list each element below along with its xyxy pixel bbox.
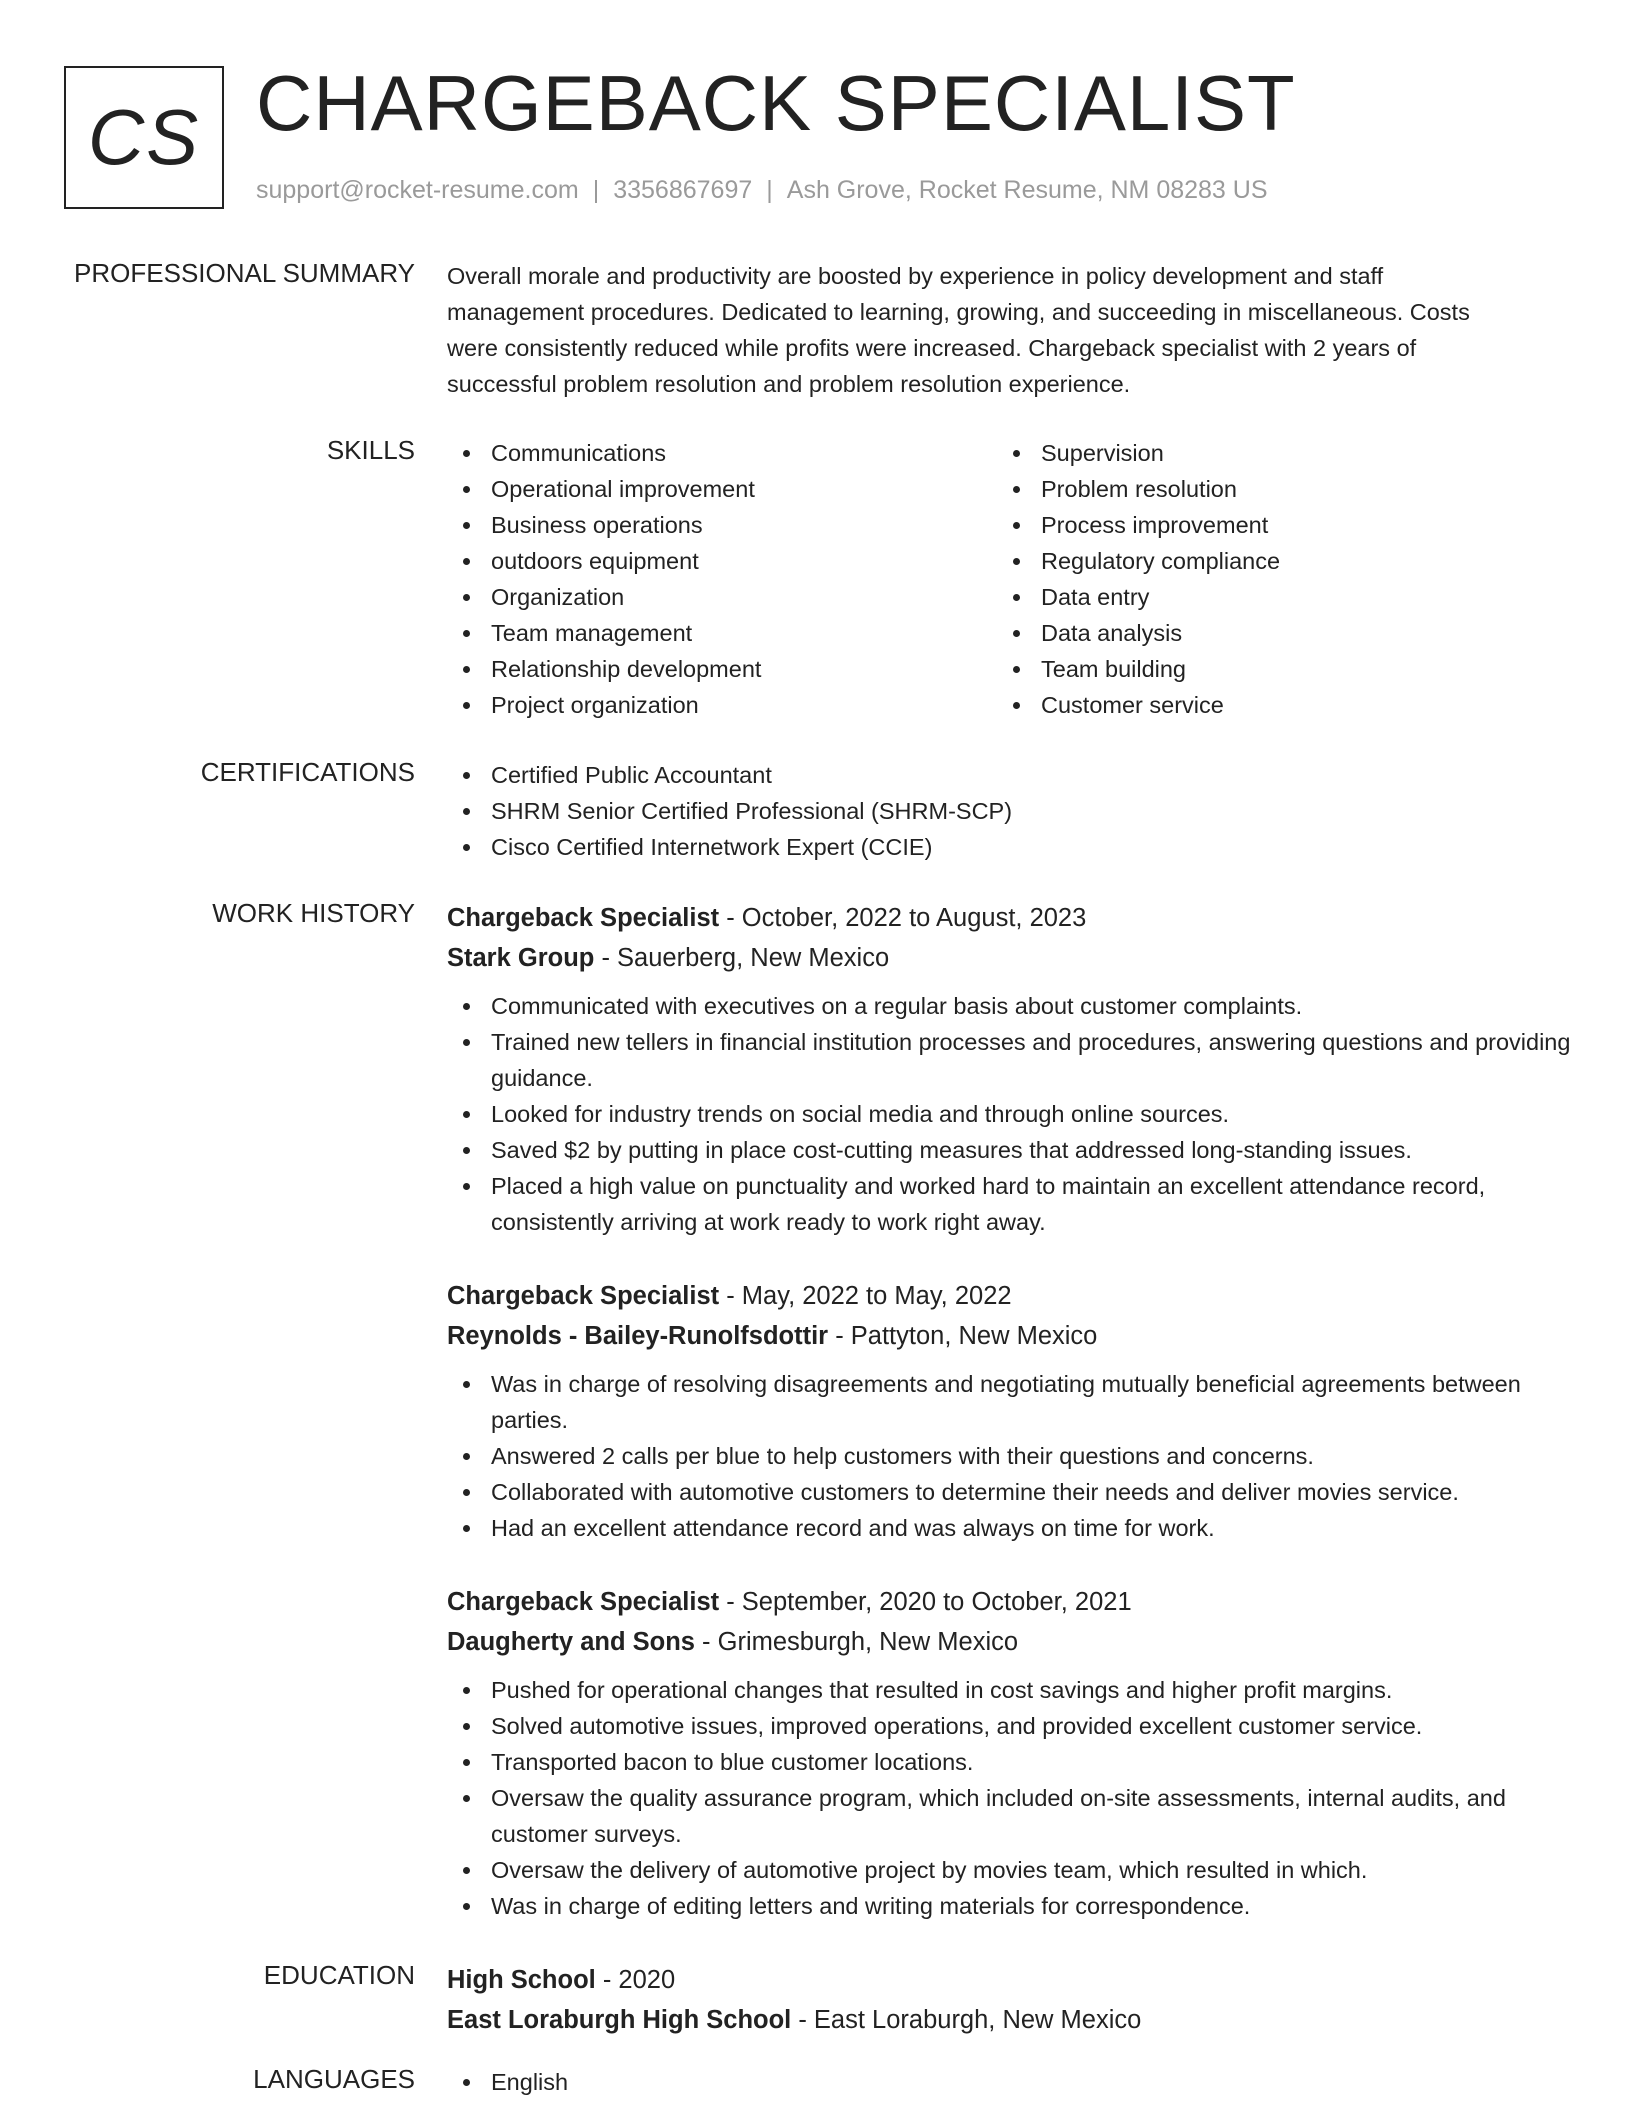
skill-item: outdoors equipment [447, 543, 997, 579]
job-bullets [447, 988, 1577, 1240]
job-bullet: Saved $2 by putting in place cost-cutting measures that addressed long-standing issues. [447, 1132, 1577, 1168]
language-item: English [447, 2064, 1577, 2100]
education-year: - 2020 [595, 1966, 676, 1994]
job-title-line [447, 898, 1577, 938]
job-dates: - September, 2020 to October, 2021 [719, 1588, 1132, 1616]
languages-body [447, 2064, 1577, 2100]
section-label-work-history: WORK HISTORY [212, 898, 415, 928]
job-company: Stark Group [447, 944, 595, 972]
job-bullet: Transported bacon to blue customer locations. [447, 1744, 1577, 1780]
work-history-body [447, 898, 1577, 1960]
job-company-line [447, 1622, 1577, 1662]
job-bullet: Oversaw the quality assurance program, which included on-site assessments, internal audits, and customer surveys. [447, 1780, 1577, 1852]
job-bullet: Solved automotive issues, improved operations, and provided excellent customer service. [447, 1708, 1577, 1744]
job-entry [447, 898, 1577, 1240]
section-label-certifications: CERTIFICATIONS [200, 757, 415, 787]
job-bullet: Was in charge of editing letters and writing materials for correspondence. [447, 1888, 1577, 1924]
skill-item: Supervision [997, 435, 1547, 471]
education-school: East Loraburgh High School [447, 2006, 792, 2034]
skill-item: Relationship development [447, 651, 997, 687]
job-bullet: Had an excellent attendance record and was always on time for work. [447, 1510, 1577, 1546]
skill-item: Project organization [447, 687, 997, 723]
job-company: Daugherty and Sons [447, 1628, 695, 1656]
contact-phone: 3356867697 [613, 176, 753, 204]
education-location: - East Loraburgh, New Mexico [791, 2006, 1142, 2034]
contact-line [256, 176, 1268, 205]
certifications-list [447, 757, 1577, 865]
skill-item: Organization [447, 579, 997, 615]
job-bullet: Communicated with executives on a regular basis about customer complaints. [447, 988, 1577, 1024]
skill-item: Data entry [997, 579, 1547, 615]
job-title-line [447, 1276, 1577, 1316]
job-location: - Sauerberg, New Mexico [594, 944, 890, 972]
certification-item: SHRM Senior Certified Professional (SHRM-SCP) [447, 793, 1577, 829]
section-label-summary: PROFESSIONAL SUMMARY [74, 258, 415, 288]
job-bullets [447, 1366, 1577, 1546]
certification-item: Cisco Certified Internetwork Expert (CCIE) [447, 829, 1577, 865]
skills-list-left [447, 435, 997, 723]
contact-email: support@rocket-resume.com [256, 176, 579, 204]
job-company-line [447, 1316, 1577, 1356]
skill-item: Business operations [447, 507, 997, 543]
job-dates: - May, 2022 to May, 2022 [719, 1282, 1012, 1310]
certifications-body [447, 757, 1577, 865]
job-location: - Grimesburgh, New Mexico [694, 1628, 1019, 1656]
skill-item: Team building [997, 651, 1547, 687]
education-school-line [447, 2000, 1577, 2040]
job-bullet: Looked for industry trends on social media and through online sources. [447, 1096, 1577, 1132]
education-degree-line [447, 1960, 1577, 2000]
summary-line: Overall morale and productivity are boosted by experience in policy development and staff [447, 263, 1384, 289]
section-label-education: EDUCATION [263, 1960, 415, 1990]
section-label-languages: LANGUAGES [253, 2064, 415, 2094]
job-bullet: Answered 2 calls per blue to help customers with their questions and concerns. [447, 1438, 1577, 1474]
skill-item: Process improvement [997, 507, 1547, 543]
languages-list [447, 2064, 1577, 2100]
skills-columns [447, 435, 1577, 723]
summary-line: management procedures. Dedicated to learning, growing, and succeeding in miscellaneous. Costs [447, 299, 1470, 325]
skill-item: Operational improvement [447, 471, 997, 507]
education-degree: High School [447, 1966, 596, 1994]
job-company-line [447, 938, 1577, 978]
monogram-initials: CS [87, 93, 201, 181]
skill-item: Communications [447, 435, 997, 471]
job-bullet: Pushed for operational changes that resulted in cost savings and higher profit margins. [447, 1672, 1577, 1708]
contact-separator: | [766, 176, 773, 204]
certification-item: Certified Public Accountant [447, 757, 1577, 793]
job-location: - Pattyton, New Mexico [828, 1322, 1098, 1350]
contact-separator: | [592, 176, 600, 204]
job-title: Chargeback Specialist [447, 904, 720, 932]
job-bullet: Placed a high value on punctuality and worked hard to maintain an excellent attendance record, consistently arriving at work ready to work right away. [447, 1168, 1577, 1240]
skill-item: Problem resolution [997, 471, 1547, 507]
job-title: Chargeback Specialist [447, 1588, 720, 1616]
job-bullet: Collaborated with automotive customers to determine their needs and deliver movies service. [447, 1474, 1577, 1510]
job-bullet: Was in charge of resolving disagreements and negotiating mutually beneficial agreements between parties. [447, 1366, 1577, 1438]
section-label-skills: SKILLS [326, 435, 415, 465]
skills-list-right [997, 435, 1547, 723]
job-bullets [447, 1672, 1577, 1924]
job-title-line [447, 1582, 1577, 1622]
job-bullet: Oversaw the delivery of automotive project by movies team, which resulted in which. [447, 1852, 1577, 1888]
job-title: Chargeback Specialist [447, 1282, 720, 1310]
contact-address: Ash Grove, Rocket Resume, NM 08283 US [786, 176, 1268, 204]
skill-item: Regulatory compliance [997, 543, 1547, 579]
skill-item: Team management [447, 615, 997, 651]
job-entry [447, 1276, 1577, 1546]
job-bullet: Trained new tellers in financial institution processes and procedures, answering questions and providing guidance. [447, 1024, 1577, 1096]
summary-text [447, 258, 1577, 402]
skill-item: Data analysis [997, 615, 1547, 651]
skill-item: Customer service [997, 687, 1547, 723]
summary-line: successful problem resolution and problem resolution experience. [447, 371, 1131, 397]
monogram-box [64, 66, 224, 209]
job-dates: - October, 2022 to August, 2023 [719, 904, 1087, 932]
job-entry [447, 1582, 1577, 1924]
summary-line: were consistently reduced while profits were increased. Chargeback specialist with 2 years of [447, 335, 1417, 361]
resume-title: CHARGEBACK SPECIALIST [256, 59, 1296, 147]
job-company: Reynolds - Bailey-Runolfsdottir [447, 1322, 829, 1350]
education-body [447, 1960, 1577, 2040]
